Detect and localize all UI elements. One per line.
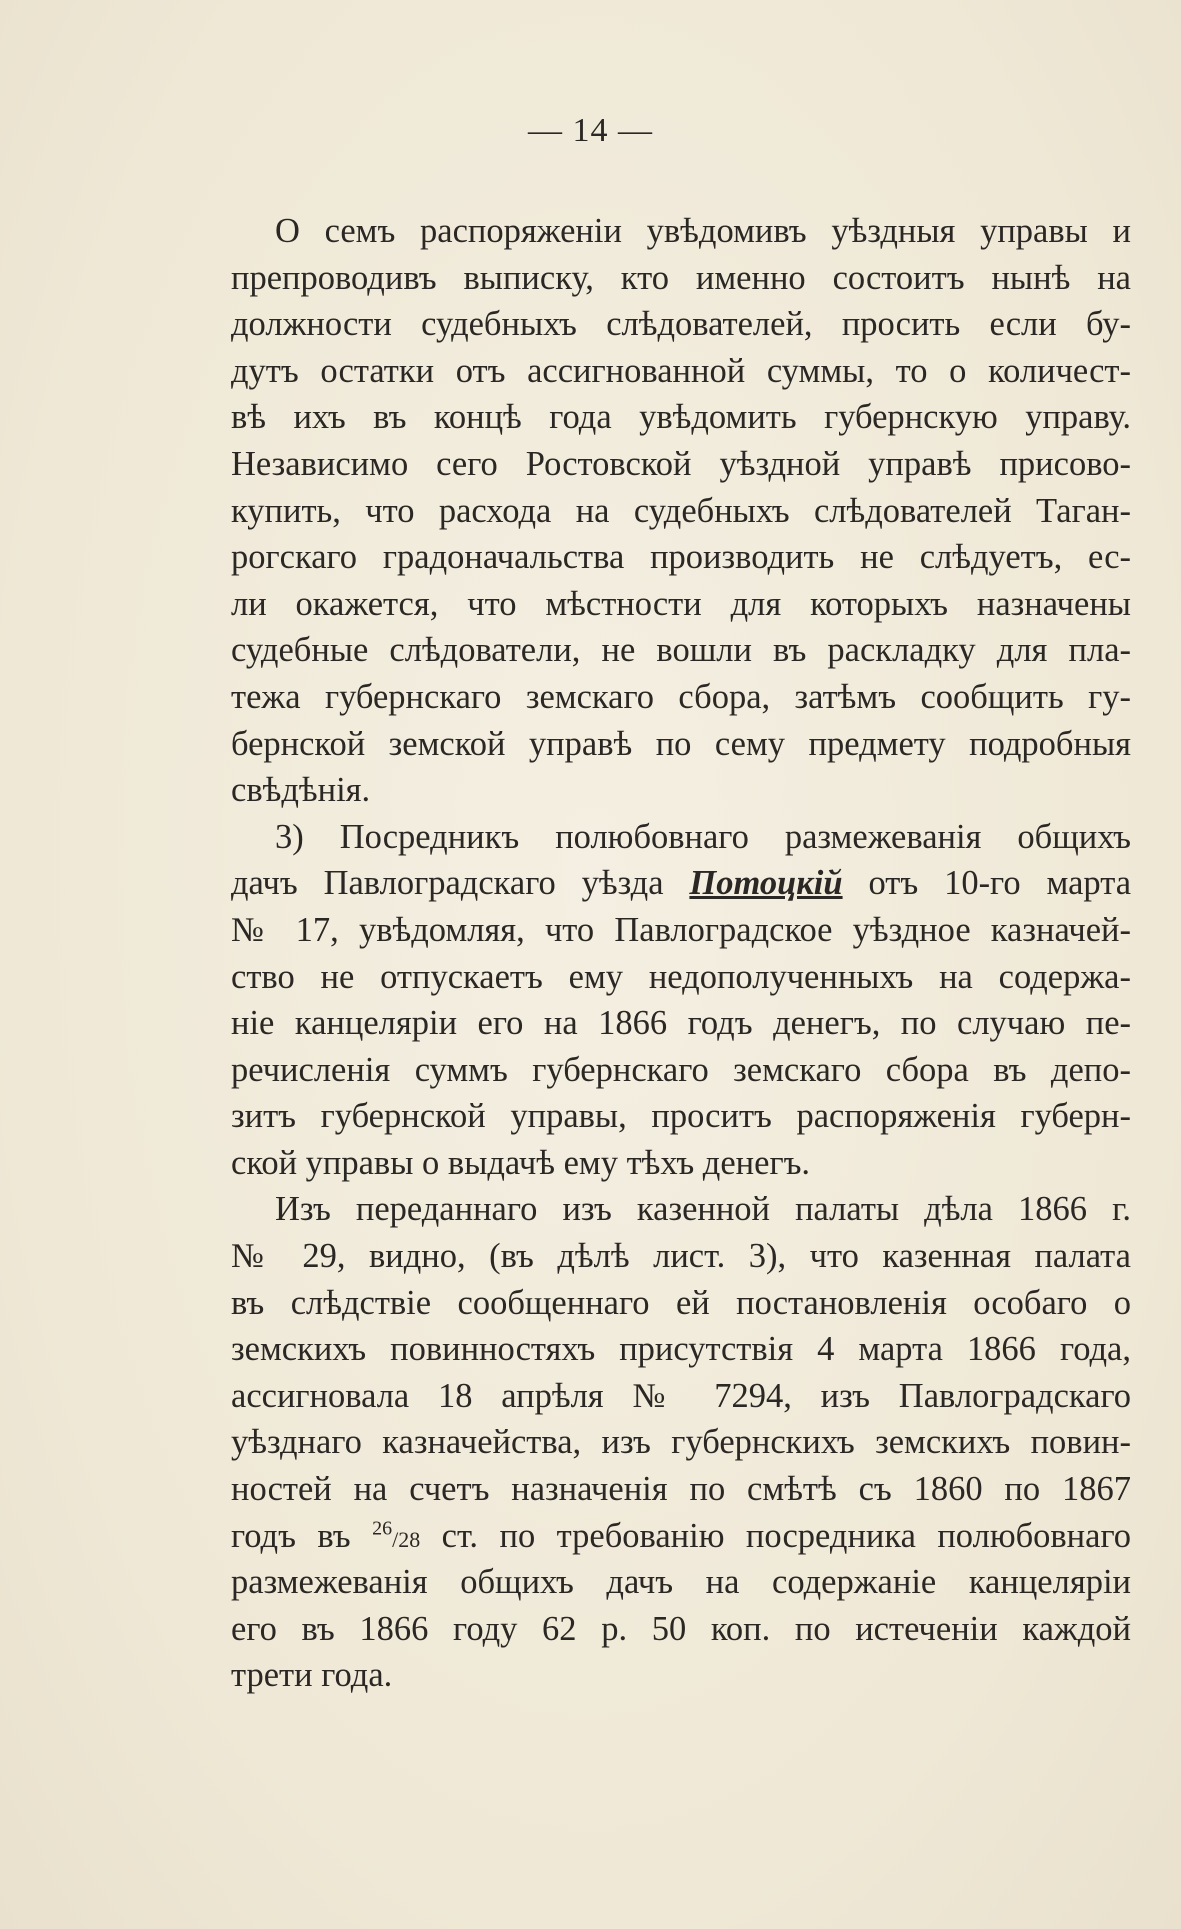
text-line: препроводивъ выписку, кто именно состоитъ нынѣ на bbox=[231, 258, 1131, 297]
text-line: ство не отпускаетъ ему недополученныхъ на содержа- bbox=[231, 957, 1131, 996]
text-line: № 17, увѣдомляя, что Павлоградское уѣздное казначей- bbox=[231, 910, 1131, 949]
text-line: судебные слѣдователи, не вошли въ раскладку для пла- bbox=[231, 631, 1131, 670]
text-line: № 29, видно, (въ дѣлѣ лист. 3), что казенная палата bbox=[231, 1237, 1131, 1276]
text-line-with-name bbox=[231, 860, 1131, 907]
text-line: уѣзднаго казначейства, изъ губернскихъ земскихъ повин- bbox=[231, 1423, 1131, 1462]
paragraph-3 bbox=[231, 1186, 1131, 1699]
text-line: дутъ остатки отъ ассигнованной суммы, то о количест- bbox=[231, 351, 1131, 390]
text-line: свѣдѣнія. bbox=[231, 771, 371, 810]
text-line: ли окажется, что мѣстности для которыхъ назначены bbox=[231, 584, 1131, 623]
text-line: трети года. bbox=[231, 1656, 393, 1695]
text-line: ніе канцеляріи его на 1866 годъ денегъ, по случаю пе- bbox=[231, 1004, 1131, 1043]
text-line: должности судебныхъ слѣдователей, просить если бу- bbox=[231, 305, 1131, 344]
paragraph-1 bbox=[231, 208, 1131, 814]
text-line: ской управы о выдачѣ ему тѣхъ денегъ. bbox=[231, 1143, 811, 1182]
text-line: бернской земской управѣ по сему предмету подробныя bbox=[231, 724, 1131, 763]
text-line: купить, что расхода на судебныхъ слѣдователей Таган- bbox=[231, 491, 1131, 530]
text-line: Независимо сего Ростовской уѣздной управѣ присово- bbox=[231, 444, 1131, 483]
text-line: 3) Посредникъ полюбовнаго размежеванія общихъ bbox=[275, 817, 1131, 856]
text-line: ностей на счетъ назначенія по смѣтѣ съ 1860 по 1867 bbox=[231, 1470, 1131, 1509]
paragraph-2 bbox=[231, 814, 1131, 1187]
text-line: тежа губернскаго земскаго сбора, затѣмъ сообщить гу- bbox=[231, 677, 1131, 716]
text-fragment: годъ въ bbox=[231, 1516, 351, 1555]
page-number: — 14 — bbox=[528, 112, 653, 149]
fraction-numerator: 26 bbox=[372, 1517, 393, 1540]
text-line: речисленія суммъ губернскаго земскаго сбора въ депо- bbox=[231, 1050, 1131, 1089]
person-name: Потоцкій bbox=[689, 864, 843, 903]
fraction-denominator: /28 bbox=[392, 1526, 421, 1552]
text-fragment: отъ 10-го марта bbox=[868, 864, 1132, 903]
text-line: размежеванія общихъ дачъ на содержаніе канцеляріи bbox=[231, 1563, 1131, 1602]
text-line: зитъ губернской управы, проситъ распоряженія губерн- bbox=[231, 1097, 1131, 1136]
text-fragment: дачъ Павлоградскаго уѣзда bbox=[231, 864, 664, 903]
text-line: его въ 1866 году 62 р. 50 коп. по истеченіи каждой bbox=[231, 1609, 1131, 1648]
text-line: рогскаго градоначальства производить не слѣдуетъ, ес- bbox=[231, 538, 1131, 577]
text-line: въ слѣдствіе сообщеннаго ей постановленія особаго о bbox=[231, 1283, 1131, 1322]
text-line: земскихъ повинностяхъ присутствія 4 марта 1866 года, bbox=[231, 1330, 1131, 1369]
text-line: Изъ переданнаго изъ казенной палаты дѣла 1866 г. bbox=[275, 1190, 1131, 1229]
text-line: вѣ ихъ въ концѣ года увѣдомить губернскую управу. bbox=[231, 398, 1131, 437]
text-fragment: ст. по требованію посредника полюбовнаго bbox=[441, 1516, 1132, 1555]
text-line: О семъ распоряженіи увѣдомивъ уѣздныя управы и bbox=[275, 212, 1131, 250]
text-line-with-fraction bbox=[231, 1513, 1131, 1560]
body-text bbox=[231, 208, 1131, 1699]
text-line: ассигновала 18 апрѣля № 7294, изъ Павлоградскаго bbox=[231, 1376, 1131, 1415]
